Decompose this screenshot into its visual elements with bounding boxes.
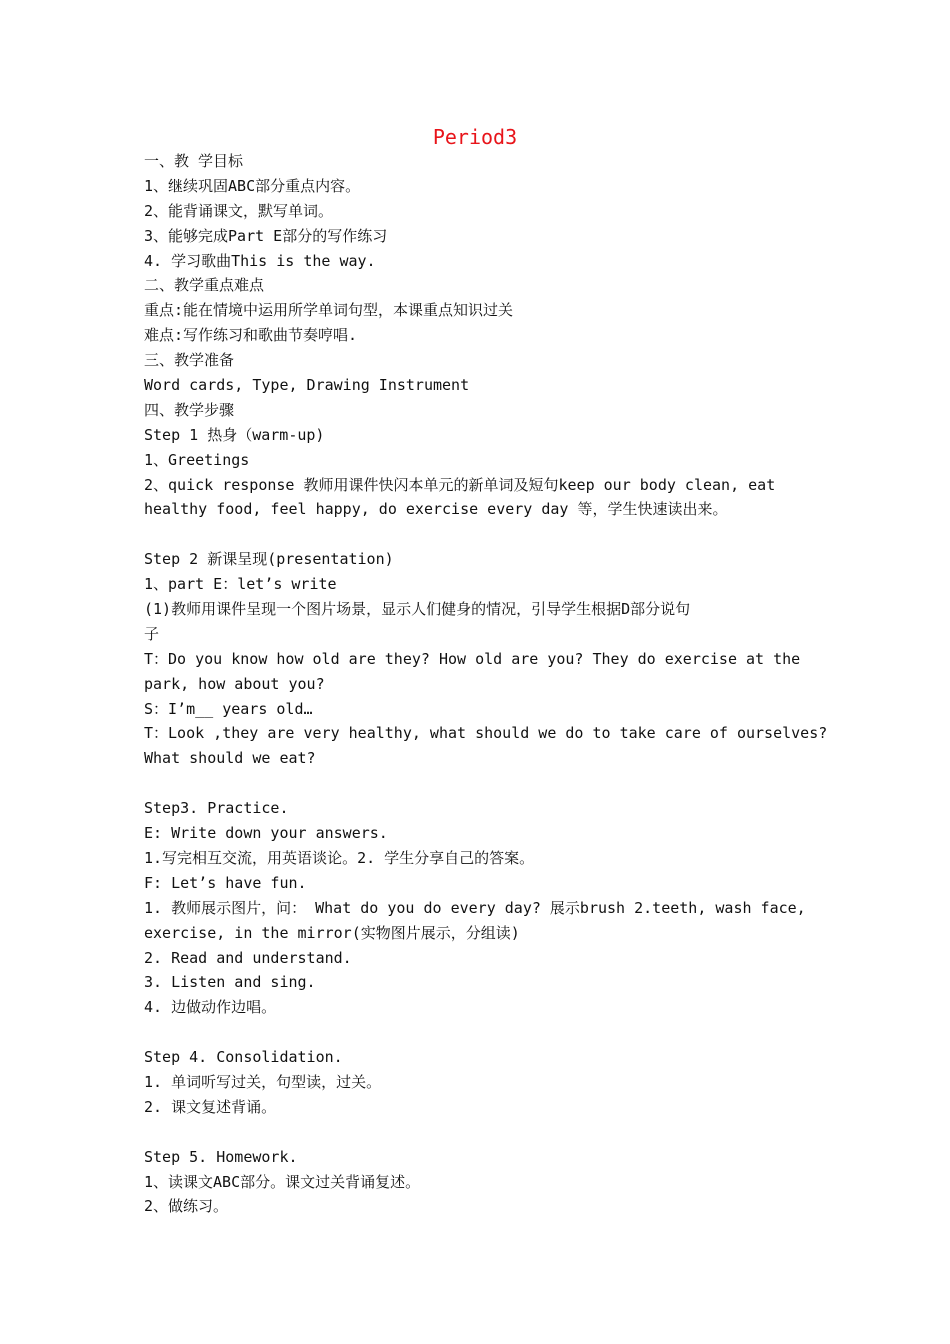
document-title: Period3 bbox=[432, 125, 518, 149]
text-line: 4. 学习歌曲This is the way. bbox=[144, 251, 376, 270]
text-line: 一、教 学目标 bbox=[144, 152, 244, 170]
text-line: 3、能够完成Part E部分的写作练习 bbox=[144, 226, 388, 245]
text-line: 2. Read and understand. bbox=[144, 948, 352, 967]
text-line: 1. 单词听写过关，句型读，过关。 bbox=[144, 1072, 382, 1091]
text-line: Step 4. Consolidation. bbox=[144, 1048, 343, 1067]
text-line: F: Let’s have fun. bbox=[144, 873, 307, 892]
text-line: 1、Greetings bbox=[144, 450, 250, 469]
blank-line bbox=[144, 771, 816, 796]
text-line: T：Look ,they are very healthy, what should we do to take care of ourselves? bbox=[144, 724, 828, 743]
text-line: 3. Listen and sing. bbox=[144, 973, 316, 992]
text-line: T：Do you know how old are they? How old are you? They do exercise at the bbox=[144, 649, 801, 668]
text-line: 1.写完相互交流，用英语谈论。2. 学生分享自己的答案。 bbox=[144, 848, 535, 867]
text-line: Word cards, Type, Drawing Instrument bbox=[144, 376, 470, 395]
blank-line bbox=[144, 1020, 816, 1045]
text-line: What should we eat? bbox=[144, 749, 316, 768]
text-line: 2、能背诵课文，默写单词。 bbox=[144, 201, 334, 220]
text-line: 1、读课文ABC部分。课文过关背诵复述。 bbox=[144, 1172, 421, 1191]
text-line: 2. 课文复述背诵。 bbox=[144, 1097, 277, 1116]
text-line: 2、quick response 教师用课件快闪本单元的新单词及短句keep our body clean, eat bbox=[144, 475, 776, 494]
text-line: 4. 边做动作边唱。 bbox=[144, 998, 277, 1017]
text-line: Step 1 热身（warm-up) bbox=[144, 425, 325, 444]
text-line: Step 2 新课呈现(presentation) bbox=[144, 550, 394, 569]
text-line: 重点:能在情境中运用所学单词句型，本课重点知识过关 bbox=[144, 301, 514, 320]
text-line: exercise, in the mirror(实物图片展示，分组读) bbox=[144, 923, 520, 942]
text-line: 1、part E：let’s write bbox=[144, 575, 337, 594]
text-line: S：I’m__ years old… bbox=[144, 699, 313, 718]
text-line: Step3. Practice. bbox=[144, 799, 289, 818]
text-line: 四、教学步骤 bbox=[144, 400, 235, 419]
text-line: Step 5. Homework. bbox=[144, 1147, 298, 1166]
text-line: 二、教学重点难点 bbox=[144, 276, 265, 295]
text-line: 难点:写作练习和歌曲节奏哼唱. bbox=[144, 326, 358, 345]
text-line: 子 bbox=[144, 624, 160, 643]
text-line: healthy food, feel happy, do exercise every day 等，学生快速读出来。 bbox=[144, 500, 728, 519]
text-line: 三、教学准备 bbox=[144, 351, 235, 370]
text-line: (1)教师用课件呈现一个图片场景，显示人们健身的情况，引导学生根据D部分说句 bbox=[144, 600, 691, 619]
text-line: 2、做练习。 bbox=[144, 1197, 229, 1216]
text-line: 1. 教师展示图片，问： What do you do every day? 展示brush 2.teeth, wash face, bbox=[144, 898, 806, 917]
text-line: E: Write down your answers. bbox=[144, 824, 388, 843]
document-body bbox=[144, 149, 828, 1219]
text-line: park, how about you? bbox=[144, 674, 325, 693]
blank-line bbox=[144, 522, 816, 547]
text-line: 1、继续巩固ABC部分重点内容。 bbox=[144, 176, 361, 195]
blank-line bbox=[144, 1120, 816, 1145]
